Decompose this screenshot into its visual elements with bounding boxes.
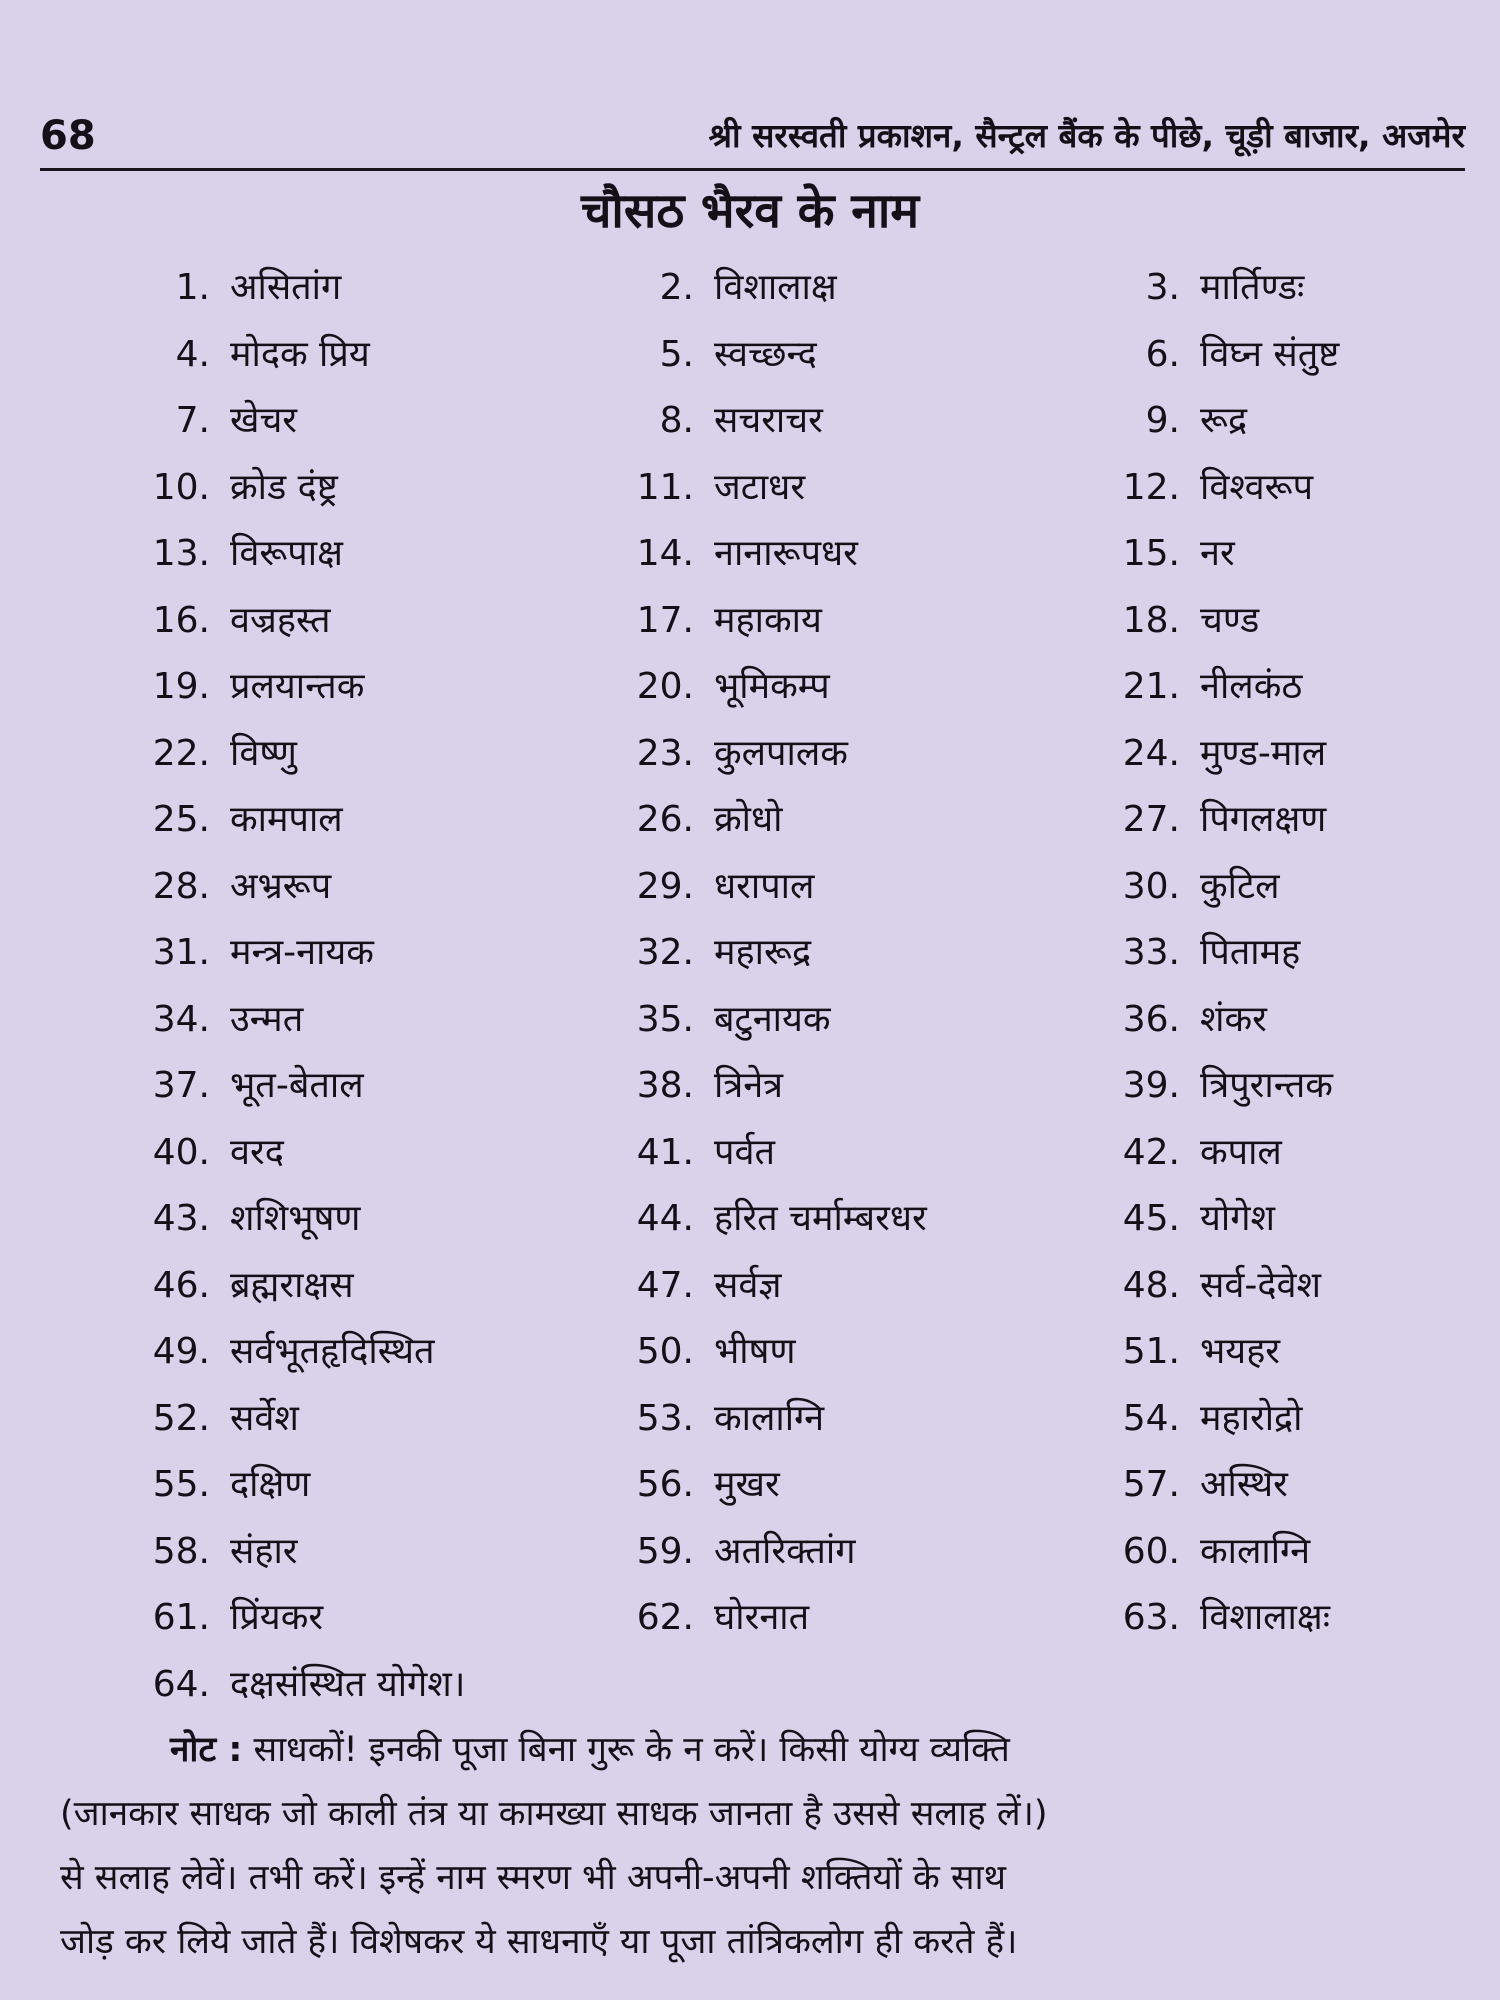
item-name: उन्मत [230,998,304,1040]
bhairav-name-item [592,1588,809,1655]
bhairav-name-item [108,1056,364,1123]
bhairav-name-item [592,1522,855,1589]
item-name: विघ्न संतुष्ट [1200,333,1340,375]
item-number: 52. [152,1397,210,1439]
names-row [0,1322,1500,1389]
item-name: वरद [230,1131,284,1173]
names-row [0,325,1500,392]
item-number: 53. [636,1397,694,1439]
item-name: विश्वरूप [1200,466,1314,508]
item-name: योगेश [1200,1198,1275,1239]
item-name: सर्व-देवेश [1200,1264,1321,1306]
item-number: 40. [152,1131,210,1173]
item-name: क्रोड दंष्ट्र [230,466,338,508]
item-name: मोदक प्रिय [230,333,370,375]
item-number: 27. [1122,799,1180,840]
item-number: 55. [152,1464,210,1505]
item-number: 21. [1122,666,1180,707]
item-name: स्वच्छन्द [714,333,817,375]
item-name: चण्ड [1200,599,1260,641]
note-line: जोड़ कर लिये जाते हैं। विशेषकर ये साधनाएँ या पूजा तांत्रिकलोग ही करते हैं। [60,1922,1018,1962]
item-name: प्रिंयकर [230,1597,324,1638]
bhairav-name-item [1078,923,1300,990]
item-name: भूत-बेताल [230,1065,364,1106]
item-name: विशालाक्षः [1200,1597,1330,1638]
bhairav-name-item [108,857,331,924]
item-number: 6. [1145,333,1180,375]
item-number: 60. [1122,1530,1180,1572]
item-name: नानारूपधर [714,533,858,574]
bhairav-name-item [108,1322,435,1389]
item-name: भयहर [1200,1331,1281,1372]
item-name: जटाधर [714,466,806,508]
item-name: शशिभूषण [230,1198,361,1239]
bhairav-name-item [108,724,297,791]
bhairav-name-item [592,591,822,658]
bhairav-name-item [592,1322,795,1389]
item-number: 51. [1122,1331,1180,1372]
names-row [0,1455,1500,1522]
item-number: 45. [1122,1198,1180,1239]
item-number: 43. [152,1198,210,1239]
item-name: विशालाक्ष [714,267,837,308]
item-number: 28. [152,865,210,907]
item-number: 63. [1122,1597,1180,1638]
item-name: संहार [230,1530,298,1572]
item-name: मुखर [714,1464,780,1505]
item-name: कपाल [1200,1131,1282,1173]
item-number: 50. [636,1331,694,1372]
names-row [0,657,1500,724]
item-number: 35. [636,998,694,1040]
bhairav-name-item [108,1189,360,1256]
item-number: 25. [152,799,210,840]
bhairav-name-item [592,258,837,325]
item-number: 5. [659,333,694,375]
bhairav-name-item [1078,1389,1302,1456]
bhairav-name-item [592,1256,781,1323]
bhairav-name-item [108,258,341,325]
names-row [0,1389,1500,1456]
item-number: 46. [152,1264,210,1306]
item-name: त्रिनेत्र [714,1065,784,1106]
bhairav-name-item [1078,1322,1280,1389]
bhairav-name-item [108,524,343,591]
item-number: 24. [1122,732,1180,774]
item-number: 13. [152,533,210,574]
item-number: 38. [636,1065,694,1106]
item-name: अतरिक्तांग [714,1530,856,1572]
note-text: साधकों! इनकी पूजा बिना गुरू के न करें। किसी योग्य व्यक्ति [253,1730,1010,1770]
item-name: घोरनात [714,1597,810,1638]
item-number: 23. [636,732,694,774]
bhairav-name-item [592,524,858,591]
bhairav-name-item [1078,1189,1275,1256]
item-name: क्रोधो [714,799,783,840]
bhairav-name-item [108,990,303,1057]
item-number: 19. [152,666,210,707]
bhairav-name-item [1078,325,1339,392]
bhairav-name-item [108,1256,354,1323]
item-name: नीलकंठ [1200,666,1303,707]
bhairav-name-item [592,1056,783,1123]
names-row [0,923,1500,990]
bhairav-name-item [592,790,782,857]
bhairav-name-item [1078,1056,1333,1123]
bhairav-name-item [108,1389,299,1456]
note-line: (जानकार साधक जो काली तंत्र या कामख्या साधक जानता है उससे सलाह लें।) [60,1794,1048,1834]
item-name: सचराचर [714,400,823,441]
bhairav-name-item [1078,458,1313,525]
item-number: 18. [1122,599,1180,641]
item-name: पर्वत [714,1131,775,1173]
running-head: श्री सरस्वती प्रकाशन, सैन्ट्रल बैंक के पीछे, चूड़ी बाजार, अजमेर [708,116,1465,155]
item-name: विरूपाक्ष [230,533,343,574]
item-name: कालाग्नि [714,1397,825,1439]
names-row [0,258,1500,325]
bhairav-name-item [108,1123,284,1190]
item-number: 36. [1122,998,1180,1040]
item-number: 20. [636,666,694,707]
item-number: 34. [152,998,210,1040]
note-line [60,1718,1465,1782]
item-name: सर्वेश [230,1397,299,1439]
item-name: कालाग्नि [1200,1530,1311,1572]
item-number: 12. [1122,466,1180,508]
item-number: 16. [152,599,210,641]
page-title: चौसठ भैरव के नाम [580,183,920,239]
names-row [0,524,1500,591]
item-number: 58. [152,1530,210,1572]
bhairav-name-item [108,391,297,458]
bhairav-name-item [1078,1588,1330,1655]
item-name: बटुनायक [714,998,831,1040]
item-number: 56. [636,1464,694,1505]
item-name: मुण्ड-माल [1200,732,1327,774]
item-name: भूमिकम्प [714,666,830,707]
bhairav-name-item [1078,258,1304,325]
names-row [0,1588,1500,1655]
bhairav-name-item [592,1455,780,1522]
item-number: 64. [152,1663,210,1705]
note-paragraph [60,1718,1465,1974]
item-name: ब्रह्मराक्षस [230,1264,354,1306]
item-number: 59. [636,1530,694,1572]
item-name: नर [1200,533,1235,574]
item-number: 1. [175,267,210,308]
bhairav-name-item [1078,990,1267,1057]
item-name: महाकाय [714,599,822,641]
item-name: भीषण [714,1331,796,1372]
bhairav-name-item [592,990,831,1057]
item-number: 31. [152,932,210,973]
item-number: 33. [1122,932,1180,973]
item-number: 30. [1122,865,1180,907]
bhairav-name-item [108,923,374,990]
item-name: पितामह [1200,932,1301,973]
note-line: से सलाह लेवें। तभी करें। इन्हें नाम स्मरण भी अपनी-अपनी शक्तियों के साथ [60,1858,1006,1898]
item-number: 9. [1145,400,1180,441]
bhairav-name-item [108,1588,323,1655]
item-number: 42. [1122,1131,1180,1173]
item-name: विष्णु [230,732,297,774]
bhairav-name-item [592,724,848,791]
item-number: 7. [175,400,210,441]
note-label: नोट : [170,1730,243,1770]
bhairav-name-item [592,391,823,458]
item-number: 32. [636,932,694,973]
item-name: कामपाल [230,799,343,840]
bhairav-name-item [592,458,805,525]
bhairav-name-item [592,1389,824,1456]
item-number: 49. [152,1331,210,1372]
item-name: वज्रहस्त [230,599,331,641]
item-name: सर्वज्ञ [714,1264,782,1306]
names-row [0,391,1500,458]
item-name: महारूद्र [714,932,812,973]
item-number: 3. [1145,267,1180,308]
bhairav-name-item [592,325,817,392]
item-name: धरापाल [714,865,815,907]
bhairav-name-item [1078,1123,1282,1190]
item-name: असितांग [230,267,342,308]
names-row [0,591,1500,658]
item-name: दक्षसंस्थित योगेश। [230,1663,466,1705]
page-number: 68 [40,113,96,159]
bhairav-name-item [108,657,364,724]
item-name: अस्थिर [1200,1464,1288,1505]
names-row [0,1655,1500,1722]
bhairav-name-item [1078,524,1235,591]
bhairav-name-item [108,1522,298,1589]
bhairav-name-item [108,790,343,857]
item-number: 39. [1122,1065,1180,1106]
bhairav-name-item [108,591,331,658]
item-name: त्रिपुरान्तक [1200,1065,1333,1106]
item-name: खेचर [230,400,298,441]
item-name: प्रलयान्तक [230,666,365,707]
page-header [40,108,1465,171]
item-number: 47. [636,1264,694,1306]
item-name: दक्षिण [230,1464,311,1505]
names-row [0,724,1500,791]
bhairav-name-item [1078,1256,1321,1323]
bhairav-name-item [1078,857,1280,924]
bhairav-name-item [108,325,370,392]
item-name: कुलपालक [714,732,848,774]
item-name: मार्तिण्डः [1200,267,1305,308]
item-number: 11. [636,466,694,508]
item-name: हरित चर्माम्बरधर [714,1198,927,1239]
item-number: 26. [636,799,694,840]
bhairav-name-item [592,1189,927,1256]
item-name: अभ्ररूप [230,865,332,907]
names-row [0,1056,1500,1123]
bhairav-name-item [592,657,830,724]
item-number: 15. [1122,533,1180,574]
bhairav-name-item [592,1123,775,1190]
bhairav-name-item [1078,1522,1310,1589]
bhairav-name-item [1078,1455,1288,1522]
bhairav-name-item [108,458,338,525]
item-number: 10. [152,466,210,508]
bhairav-name-item [1078,591,1259,658]
bhairav-name-item [1078,724,1326,791]
item-number: 41. [636,1131,694,1173]
item-name: कुटिल [1200,865,1280,907]
item-number: 17. [636,599,694,641]
bhairav-name-item [108,1655,465,1722]
item-number: 22. [152,732,210,774]
item-number: 4. [175,333,210,375]
names-row [0,857,1500,924]
bhairav-name-item [592,923,811,990]
item-name: पिगलक्षण [1200,799,1327,840]
names-row [0,1522,1500,1589]
item-name: शंकर [1200,998,1267,1040]
item-number: 37. [152,1065,210,1106]
item-number: 61. [152,1597,210,1638]
item-number: 48. [1122,1264,1180,1306]
item-number: 57. [1122,1464,1180,1505]
bhairav-name-item [1078,391,1247,458]
item-number: 14. [636,533,694,574]
bhairav-name-item [1078,657,1302,724]
names-row [0,1256,1500,1323]
item-name: रूद्र [1200,400,1248,441]
bhairav-name-item [108,1455,310,1522]
bhairav-name-item [1078,790,1326,857]
names-row [0,1123,1500,1190]
item-name: मन्त्र-नायक [230,932,374,973]
item-name: महारोद्रो [1200,1397,1303,1439]
item-number: 62. [636,1597,694,1638]
item-name: सर्वभूतहृदिस्थित [230,1331,435,1372]
names-list [0,258,1500,1721]
names-row [0,790,1500,857]
names-row [0,458,1500,525]
names-row [0,990,1500,1057]
item-number: 44. [636,1198,694,1239]
item-number: 29. [636,865,694,907]
bhairav-name-item [592,857,814,924]
item-number: 54. [1122,1397,1180,1439]
item-number: 8. [659,400,694,441]
item-number: 2. [659,267,694,308]
names-row [0,1189,1500,1256]
